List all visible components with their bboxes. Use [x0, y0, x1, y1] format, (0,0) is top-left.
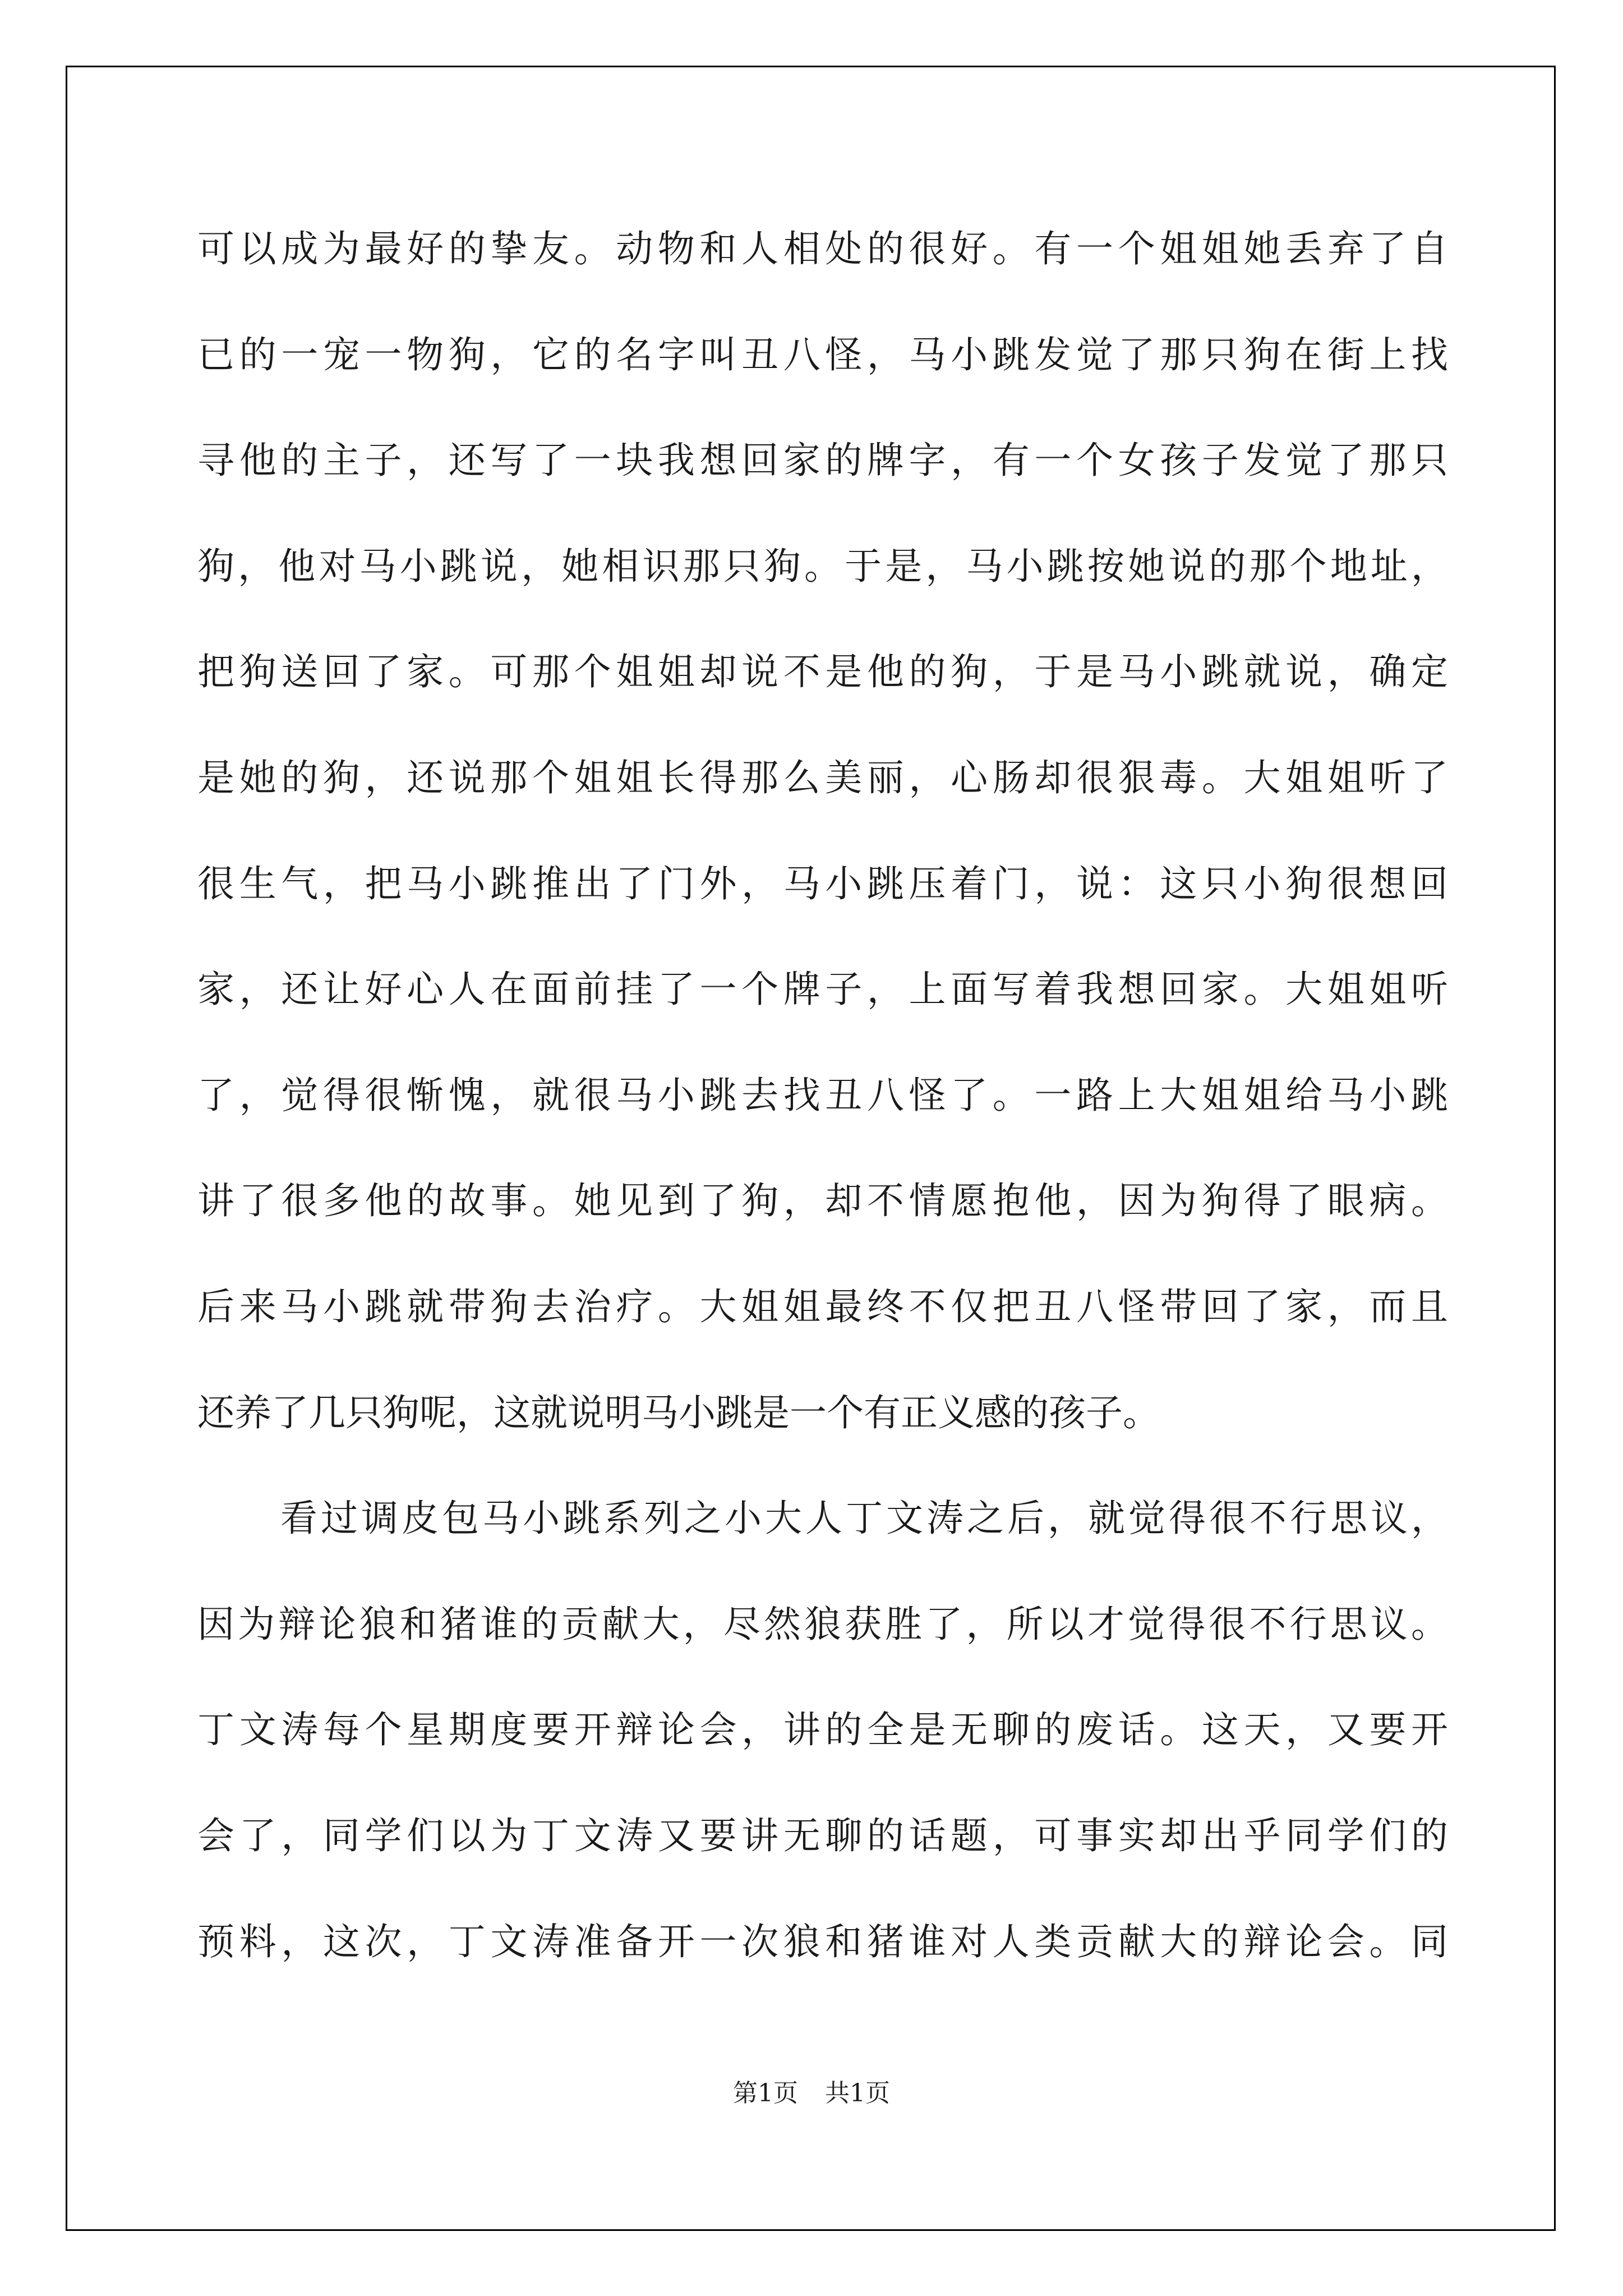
- text-line: 家，还让好心人在面前挂了一个牌子，上面写着我想回家。大姐姐听: [197, 968, 1448, 1011]
- text-line: 讲了很多他的故事。她见到了狗，却不情愿抱他，因为狗得了眼病。: [197, 1179, 1448, 1223]
- page-footer: [0, 2073, 1623, 2109]
- text-line: 还养了几只狗呢，这就说明马小跳是一个有正义感的孩子。: [197, 1391, 1160, 1434]
- text-line: 可以成为最好的挚友。动物和人相处的很好。有一个姐姐她丢弃了自: [197, 227, 1448, 270]
- text-line-paragraph-start: 看过调皮包马小跳系列之小大人丁文涛之后，就觉得很不行思议，: [280, 1497, 1448, 1540]
- text-line: 寻他的主子，还写了一块我想回家的牌字，有一个女孩子发觉了那只: [197, 439, 1448, 482]
- text-line: 是她的狗，还说那个姐姐长得那么美丽，心肠却很狠毒。大姐姐听了: [197, 756, 1448, 799]
- document-body: [197, 215, 1448, 2014]
- text-line: 丁文涛每个星期度要开辩论会，讲的全是无聊的废话。这天，又要开: [197, 1708, 1448, 1752]
- text-line: 很生气，把马小跳推出了门外，马小跳压着门，说：这只小狗很想回: [197, 862, 1448, 905]
- text-line: 狗，他对马小跳说，她相识那只狗。于是，马小跳按她说的那个地址，: [197, 544, 1448, 588]
- text-line: 预料，这次，丁文涛准备开一次狼和猪谁对人类贡献大的辩论会。同: [197, 1920, 1448, 1963]
- text-line: 因为辩论狼和猪谁的贡献大，尽然狼获胜了，所以才觉得很不行思议。: [197, 1602, 1448, 1646]
- text-line: 后来马小跳就带狗去治疗。大姐姐最终不仅把丑八怪带回了家，而且: [197, 1285, 1448, 1328]
- text-line: 了，觉得很惭愧，就很马小跳去找丑八怪了。一路上大姐姐给马小跳: [197, 1073, 1448, 1117]
- text-line: 已的一宠一物狗，它的名字叫丑八怪，马小跳发觉了那只狗在街上找: [197, 333, 1448, 376]
- text-line: 会了，同学们以为丁文涛又要讲无聊的话题，可事实却出乎同学们的: [197, 1814, 1448, 1857]
- text-line: 把狗送回了家。可那个姐姐却说不是他的狗，于是马小跳就说，确定: [197, 650, 1448, 694]
- page-number: 第1页: [733, 2079, 798, 2108]
- page-total: 共1页: [825, 2079, 890, 2108]
